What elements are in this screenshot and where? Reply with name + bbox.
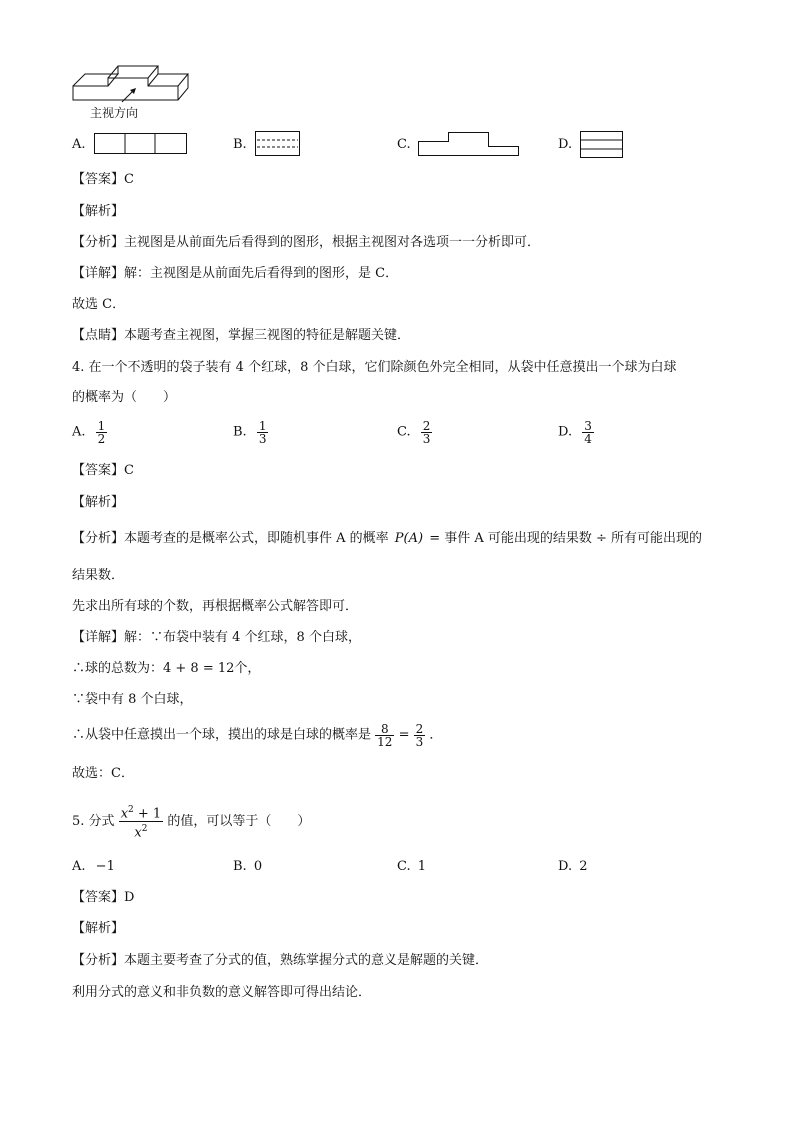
q4-option-d-label: D.	[558, 424, 573, 440]
fraction-numerator: 1	[97, 419, 106, 433]
q3-comment: 【点睛】本题考查主视图，掌握三视图的特征是解题关键．	[72, 328, 411, 343]
q4-detail4	[72, 723, 442, 748]
q5-option-b-value: 0	[253, 859, 263, 874]
q5-analysis-header: 【解析】	[72, 921, 125, 936]
q5-option-b	[233, 859, 262, 875]
fraction-denominator: 2	[97, 432, 106, 446]
option-a-figure	[94, 133, 188, 155]
exponent: 2	[141, 824, 148, 835]
q4-method: 先求出所有球的个数，再根据概率公式解答即可．	[72, 599, 359, 614]
q4-detail4-fraction2	[414, 723, 426, 748]
q4-analysis-post: = 事件 A 可能出现的结果数 ÷ 所有可能出现的	[429, 531, 703, 546]
q4-analysis-line1	[72, 531, 702, 547]
q4-stem-line1: 4. 在一个不透明的袋子装有 4 个红球，8 个白球，它们除颜色外完全相同，从袋中任意摸出一个球为白球	[72, 360, 677, 375]
q5-option-c-label: C.	[397, 859, 411, 874]
q5-option-d	[558, 859, 588, 875]
fraction-numerator: 2	[422, 419, 431, 433]
fraction-denominator	[119, 821, 164, 840]
q4-detail3: ∵袋中有 8 个白球，	[72, 692, 193, 707]
q3-analysis-header: 【解析】	[72, 204, 125, 219]
q5-option-a	[72, 859, 115, 875]
q5-stem-post: 的值，可以等于（ ）	[167, 813, 311, 829]
q4-option-b-label: B.	[233, 424, 247, 440]
q4-option-b-fraction	[257, 420, 269, 445]
q4-detail4-fraction1	[375, 723, 394, 748]
q3-detail: 【详解】解：主视图是从前面先后看得到的图形，是 C．	[72, 266, 399, 281]
solid-figure	[70, 60, 195, 105]
fraction-denominator: 3	[258, 432, 267, 446]
view-direction-label: 主视方向	[90, 106, 139, 120]
q4-detail4-end: ．	[429, 727, 443, 743]
q5-answer: 【答案】D	[72, 890, 135, 905]
q5-method: 利用分式的意义和非负数的意义解答即可得出结论．	[72, 985, 372, 1000]
variable-x: x	[120, 806, 129, 822]
option-b-label: B.	[233, 137, 247, 152]
fraction-numerator: 3	[584, 419, 592, 433]
q5-option-a-label: A.	[72, 859, 86, 874]
fraction-denominator: 12	[377, 735, 393, 749]
q4-option-a-label: A.	[72, 424, 86, 440]
option-b-figure	[255, 131, 301, 157]
q4-option-a-fraction	[96, 420, 108, 445]
variable-x: x	[134, 825, 142, 841]
q4-option-c-fraction	[421, 420, 433, 445]
q4-detail4-text: ∴从袋中任意摸出一个球，摸出的球是白球的概率是	[72, 727, 372, 743]
q5-option-b-label: B.	[233, 859, 247, 874]
q4-option-a	[72, 420, 107, 445]
numerator-tail: + 1	[133, 806, 162, 822]
option-c-label: C.	[397, 137, 411, 152]
q4-option-d-fraction	[582, 420, 594, 445]
fraction-denominator: 3	[422, 432, 431, 446]
q5-option-a-value: −1	[95, 859, 115, 874]
q5-fraction	[119, 803, 164, 841]
option-d-label: D.	[558, 137, 573, 152]
q3-analysis: 【分析】主视图是从前面先后看得到的图形，根据主视图对各选项一一分析即可．	[72, 235, 541, 250]
q4-choice: 故选：C．	[72, 766, 134, 781]
q4-option-d	[558, 420, 594, 445]
q5-option-d-value: 2	[579, 859, 588, 874]
q4-analysis-pre: 【分析】本题考查的是概率公式，即随机事件 A 的概率	[72, 531, 389, 546]
option-d-figure	[580, 131, 626, 159]
q5-option-d-label: D.	[558, 859, 573, 874]
option-a-label: A.	[72, 137, 86, 152]
q4-analysis-header: 【解析】	[72, 495, 125, 510]
q4-analysis-line2: 结果数．	[72, 568, 125, 583]
q4-option-c	[397, 420, 432, 445]
q4-option-c-label: C.	[397, 424, 411, 440]
q4-detail4-equals: =	[398, 727, 410, 743]
q4-probability-formula: P(A)	[394, 531, 424, 546]
fraction-numerator	[119, 803, 164, 821]
option-c-figure	[418, 131, 522, 157]
exponent: 2	[128, 805, 134, 815]
fraction-numerator: 2	[415, 722, 424, 736]
q5-option-c-value: 1	[417, 859, 427, 874]
q5-analysis: 【分析】本题主要考查了分式的值，熟练掌握分式的意义是解题的关键．	[72, 953, 489, 968]
q5-stem-pre: 5. 分式	[72, 813, 115, 829]
fraction-numerator: 8	[380, 722, 389, 736]
q4-detail1: 【详解】解：∵布袋中装有 4 个红球，8 个白球，	[72, 630, 361, 645]
q4-detail2: ∴球的总数为：4 + 8 = 12个，	[72, 661, 261, 676]
q5-stem	[72, 803, 310, 841]
fraction-denominator: 3	[415, 735, 424, 749]
q4-option-b	[233, 420, 268, 445]
fraction-denominator: 4	[584, 432, 592, 446]
fraction-numerator: 1	[258, 419, 267, 433]
q5-option-c	[397, 859, 426, 875]
q3-answer: 【答案】C	[72, 172, 134, 187]
q3-choice: 故选 C．	[72, 297, 126, 312]
q4-stem-line2: 的概率为（ ）	[72, 390, 177, 405]
q4-answer: 【答案】C	[72, 463, 134, 478]
